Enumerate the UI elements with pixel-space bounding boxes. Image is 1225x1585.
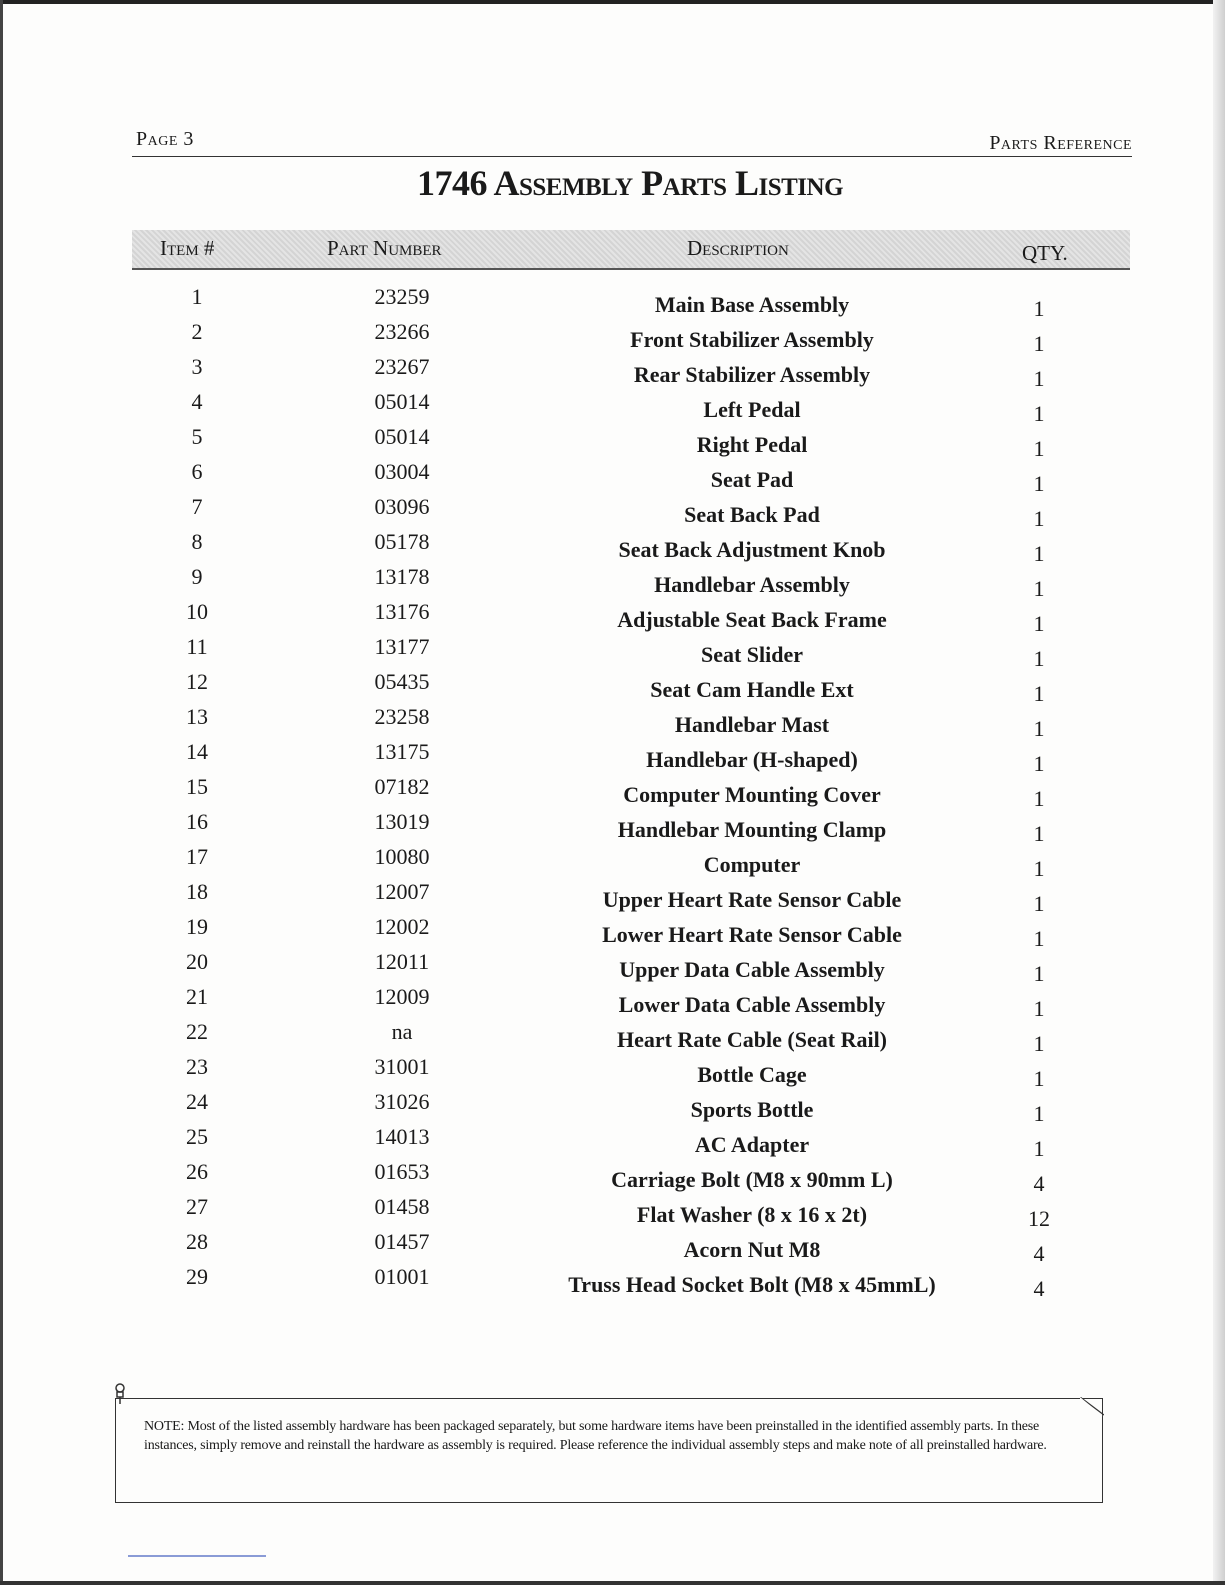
part-number-cell: 13178 bbox=[374, 564, 430, 589]
table-row bbox=[132, 319, 1132, 354]
part-number-cell: 23259 bbox=[374, 284, 430, 309]
table-row bbox=[132, 669, 1132, 704]
qty-cell: 1 bbox=[1033, 506, 1045, 531]
table-row bbox=[132, 1229, 1132, 1264]
qty-cell: 1 bbox=[1033, 1101, 1045, 1126]
folded-corner-icon bbox=[1080, 1397, 1104, 1417]
table-row bbox=[132, 389, 1132, 424]
qty-cell: 1 bbox=[1033, 611, 1045, 636]
description-cell: Computer Mounting Cover bbox=[623, 782, 881, 807]
part-number-cell: 31026 bbox=[374, 1089, 430, 1114]
description-cell: Lower Heart Rate Sensor Cable bbox=[602, 922, 902, 947]
item-number-cell: 21 bbox=[186, 984, 208, 1009]
column-header-qty: QTY. bbox=[1022, 241, 1068, 265]
item-number-cell: 5 bbox=[191, 424, 203, 449]
table-row bbox=[132, 844, 1132, 879]
part-number-cell: 01653 bbox=[374, 1159, 430, 1184]
item-number-cell: 20 bbox=[186, 949, 208, 974]
description-cell: Flat Washer (8 x 16 x 2t) bbox=[636, 1202, 868, 1227]
qty-cell: 4 bbox=[1033, 1241, 1045, 1266]
item-number-cell: 1 bbox=[191, 284, 203, 309]
qty-cell: 1 bbox=[1033, 366, 1045, 391]
qty-cell: 12 bbox=[1028, 1206, 1050, 1231]
qty-cell: 1 bbox=[1033, 786, 1045, 811]
parts-table bbox=[132, 284, 1132, 1299]
table-row bbox=[132, 1159, 1132, 1194]
qty-cell: 1 bbox=[1033, 646, 1045, 671]
part-number-cell: 07182 bbox=[374, 774, 430, 799]
qty-cell: 1 bbox=[1033, 681, 1045, 706]
qty-cell: 4 bbox=[1033, 1171, 1045, 1196]
item-number-cell: 23 bbox=[186, 1054, 208, 1079]
table-row bbox=[132, 949, 1132, 984]
part-number-cell: 12011 bbox=[374, 949, 430, 974]
description-cell: Computer bbox=[703, 852, 801, 877]
note-text: NOTE: Most of the listed assembly hardware has been packaged separately, but some hardware items have been preinstalled in the identified assembly parts. In these instances, simply remove and reinstall the hardware as assembly is required. Please reference the individual assembly steps and make note of all preinstalled hardware. bbox=[144, 1419, 1047, 1453]
item-number-cell: 13 bbox=[186, 704, 208, 729]
qty-cell: 1 bbox=[1033, 1066, 1045, 1091]
qty-cell: 1 bbox=[1033, 856, 1045, 881]
qty-cell: 1 bbox=[1033, 541, 1045, 566]
part-number-cell: 10080 bbox=[374, 844, 430, 869]
description-cell: Handlebar Assembly bbox=[654, 572, 850, 597]
pushpin-icon bbox=[112, 1383, 128, 1405]
item-number-cell: 3 bbox=[191, 354, 203, 379]
item-number-cell: 24 bbox=[186, 1089, 208, 1114]
table-header bbox=[132, 230, 1130, 270]
item-number-cell: 15 bbox=[186, 774, 208, 799]
table-row bbox=[132, 1194, 1132, 1229]
qty-cell: 1 bbox=[1033, 926, 1045, 951]
scan-edge bbox=[0, 1581, 1225, 1585]
description-cell: Upper Data Cable Assembly bbox=[619, 957, 885, 982]
table-row bbox=[132, 494, 1132, 529]
table-row bbox=[132, 529, 1132, 564]
column-header-item: Item # bbox=[160, 236, 215, 260]
item-number-cell: 12 bbox=[186, 669, 208, 694]
item-number-cell: 22 bbox=[186, 1019, 208, 1044]
qty-cell: 1 bbox=[1033, 296, 1045, 321]
description-cell: Seat Pad bbox=[710, 467, 794, 492]
description-cell: Upper Heart Rate Sensor Cable bbox=[602, 887, 902, 912]
part-number-cell: 01457 bbox=[374, 1229, 430, 1254]
part-number-cell: 05435 bbox=[374, 669, 430, 694]
part-number-cell: 03096 bbox=[374, 494, 430, 519]
table-row bbox=[132, 809, 1132, 844]
table-row bbox=[132, 284, 1132, 319]
part-number-cell: 23258 bbox=[374, 704, 430, 729]
item-number-cell: 17 bbox=[186, 844, 208, 869]
description-cell: Truss Head Socket Bolt (M8 x 45mmL) bbox=[568, 1272, 936, 1297]
description-cell: Left Pedal bbox=[703, 397, 801, 422]
qty-cell: 1 bbox=[1033, 716, 1045, 741]
table-row bbox=[132, 424, 1132, 459]
qty-cell: 1 bbox=[1033, 436, 1045, 461]
table-row bbox=[132, 1089, 1132, 1124]
part-number-cell: 13177 bbox=[374, 634, 430, 659]
part-number-cell: 14013 bbox=[374, 1124, 430, 1149]
table-row bbox=[132, 914, 1132, 949]
section-name: Parts Reference bbox=[989, 132, 1132, 154]
scan-edge bbox=[0, 0, 1225, 4]
qty-cell: 1 bbox=[1033, 961, 1045, 986]
page-title: 1746 Assembly Parts Listing bbox=[416, 163, 844, 203]
part-number-cell: na bbox=[391, 1019, 413, 1044]
description-cell: Handlebar Mast bbox=[674, 712, 830, 737]
part-number-cell: 05014 bbox=[374, 389, 430, 414]
page-header bbox=[132, 126, 1132, 157]
part-number-cell: 05014 bbox=[374, 424, 430, 449]
part-number-cell: 23266 bbox=[374, 319, 430, 344]
item-number-cell: 6 bbox=[191, 459, 203, 484]
qty-cell: 1 bbox=[1033, 821, 1045, 846]
qty-cell: 1 bbox=[1033, 1031, 1045, 1056]
table-row bbox=[132, 459, 1132, 494]
description-cell: Seat Slider bbox=[700, 642, 804, 667]
qty-cell: 1 bbox=[1033, 401, 1045, 426]
part-number-cell: 03004 bbox=[374, 459, 430, 484]
table-row bbox=[132, 739, 1132, 774]
table-row bbox=[132, 1264, 1132, 1299]
part-number-cell: 13175 bbox=[374, 739, 430, 764]
item-number-cell: 2 bbox=[191, 319, 203, 344]
table-row bbox=[132, 599, 1132, 634]
description-cell: Carriage Bolt (M8 x 90mm L) bbox=[611, 1167, 893, 1192]
qty-cell: 1 bbox=[1033, 471, 1045, 496]
item-number-cell: 16 bbox=[186, 809, 208, 834]
item-number-cell: 9 bbox=[191, 564, 203, 589]
column-header-description: Description bbox=[687, 236, 789, 260]
page-number: Page 3 bbox=[136, 128, 194, 150]
part-number-cell: 05178 bbox=[374, 529, 430, 554]
table-row bbox=[132, 634, 1132, 669]
description-cell: Main Base Assembly bbox=[654, 292, 850, 317]
table-row bbox=[132, 564, 1132, 599]
item-number-cell: 10 bbox=[186, 599, 208, 624]
item-number-cell: 19 bbox=[186, 914, 208, 939]
part-number-cell: 12009 bbox=[374, 984, 430, 1009]
table-row bbox=[132, 984, 1132, 1019]
item-number-cell: 18 bbox=[186, 879, 208, 904]
note-box bbox=[115, 1398, 1103, 1503]
part-number-cell: 13176 bbox=[374, 599, 430, 624]
table-row bbox=[132, 774, 1132, 809]
part-number-cell: 13019 bbox=[374, 809, 430, 834]
table-row bbox=[132, 879, 1132, 914]
part-number-cell: 01001 bbox=[374, 1264, 430, 1289]
item-number-cell: 28 bbox=[186, 1229, 208, 1254]
table-row bbox=[132, 354, 1132, 389]
qty-cell: 1 bbox=[1033, 576, 1045, 601]
description-cell: Front Stabilizer Assembly bbox=[630, 327, 874, 352]
description-cell: Handlebar Mounting Clamp bbox=[617, 817, 887, 842]
table-row bbox=[132, 1019, 1132, 1054]
item-number-cell: 14 bbox=[186, 739, 208, 764]
description-cell: Handlebar (H-shaped) bbox=[646, 747, 858, 772]
description-cell: Adjustable Seat Back Frame bbox=[617, 607, 887, 632]
item-number-cell: 25 bbox=[186, 1124, 208, 1149]
scan-edge bbox=[1213, 0, 1225, 1585]
description-cell: Right Pedal bbox=[696, 432, 808, 457]
description-cell: Sports Bottle bbox=[690, 1097, 814, 1122]
part-number-cell: 31001 bbox=[374, 1054, 430, 1079]
description-cell: Seat Back Pad bbox=[684, 502, 820, 527]
description-cell: Seat Cam Handle Ext bbox=[650, 677, 854, 702]
qty-cell: 1 bbox=[1033, 891, 1045, 916]
item-number-cell: 27 bbox=[186, 1194, 208, 1219]
description-cell: Acorn Nut M8 bbox=[683, 1237, 821, 1262]
table-row bbox=[132, 704, 1132, 739]
scan-artifact-line bbox=[128, 1555, 266, 1557]
item-number-cell: 4 bbox=[191, 389, 203, 414]
item-number-cell: 11 bbox=[186, 634, 208, 659]
scan-edge bbox=[0, 0, 3, 1585]
description-cell: Bottle Cage bbox=[697, 1062, 807, 1087]
qty-cell: 1 bbox=[1033, 331, 1045, 356]
qty-cell: 1 bbox=[1033, 996, 1045, 1021]
part-number-cell: 23267 bbox=[374, 354, 430, 379]
description-cell: Rear Stabilizer Assembly bbox=[633, 362, 871, 387]
part-number-cell: 12002 bbox=[374, 914, 430, 939]
description-cell: AC Adapter bbox=[694, 1132, 810, 1157]
table-row bbox=[132, 1124, 1132, 1159]
qty-cell: 4 bbox=[1033, 1276, 1045, 1301]
part-number-cell: 12007 bbox=[374, 879, 430, 904]
qty-cell: 1 bbox=[1033, 751, 1045, 776]
item-number-cell: 29 bbox=[186, 1264, 208, 1289]
item-number-cell: 7 bbox=[191, 494, 203, 519]
column-header-part-number: Part Number bbox=[327, 236, 442, 260]
description-cell: Heart Rate Cable (Seat Rail) bbox=[616, 1027, 888, 1052]
qty-cell: 1 bbox=[1033, 1136, 1045, 1161]
part-number-cell: 01458 bbox=[374, 1194, 430, 1219]
item-number-cell: 8 bbox=[191, 529, 203, 554]
table-row bbox=[132, 1054, 1132, 1089]
item-number-cell: 26 bbox=[186, 1159, 208, 1184]
description-cell: Lower Data Cable Assembly bbox=[618, 992, 886, 1017]
description-cell: Seat Back Adjustment Knob bbox=[618, 537, 886, 562]
